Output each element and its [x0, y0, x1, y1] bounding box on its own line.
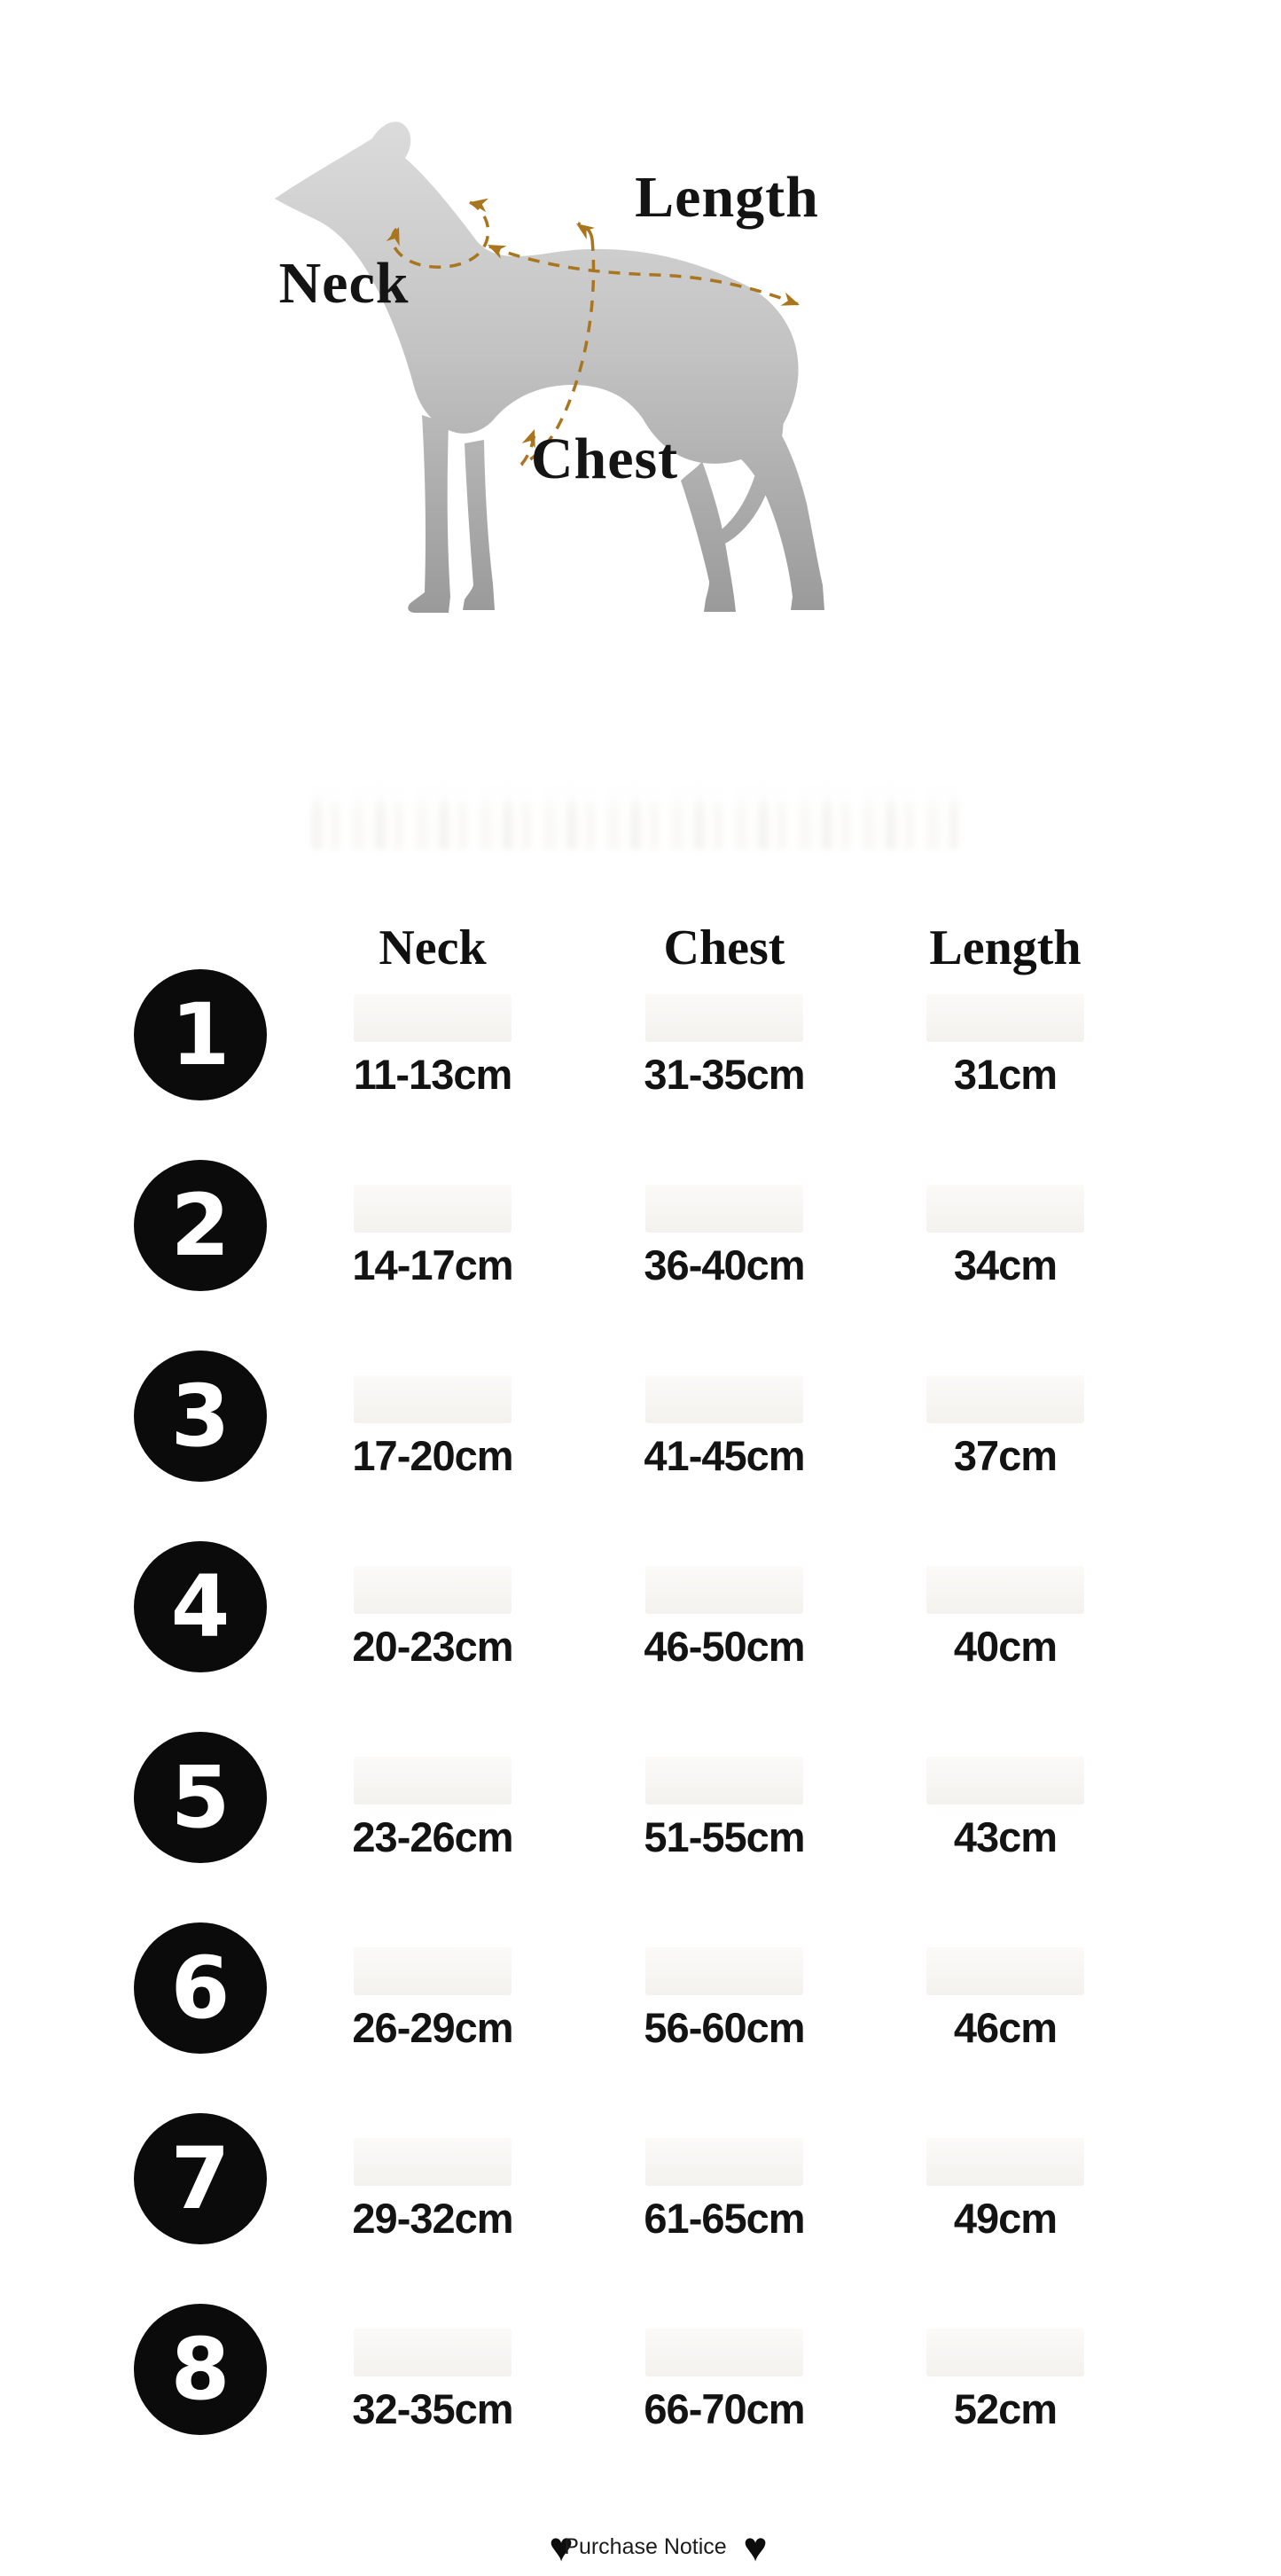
chest-value: 36-40cm — [644, 1241, 805, 1288]
erased-text-ghost — [926, 1757, 1084, 1805]
diagram-label-neck: Neck — [278, 251, 410, 316]
purchase-notice-bar — [0, 2523, 1281, 2576]
erased-text-ghost — [645, 1566, 803, 1614]
chest-value: 41-45cm — [644, 1432, 805, 1479]
neck-value: 20-23cm — [352, 1623, 513, 1670]
erased-text-ghost — [354, 2329, 512, 2376]
table-row — [0, 1351, 1281, 1501]
chest-value: 46-50cm — [644, 1623, 805, 1670]
chest-value: 61-65cm — [644, 2195, 805, 2242]
erased-text-ghost — [645, 1757, 803, 1805]
size-number: 8 — [170, 2320, 230, 2419]
size-number: 2 — [170, 1176, 230, 1275]
size-number: 7 — [170, 2129, 230, 2228]
erased-text-ghost — [645, 1947, 803, 1995]
header-length: Length — [929, 920, 1082, 975]
size-number-badge — [134, 2304, 267, 2435]
table-row — [0, 1541, 1281, 1692]
heart-icon: ♥ — [549, 2524, 574, 2570]
length-value: 49cm — [953, 2195, 1058, 2242]
chest-value: 66-70cm — [644, 2385, 805, 2432]
size-number-badge — [134, 2113, 267, 2244]
size-number: 6 — [170, 1938, 230, 2038]
length-value: 52cm — [953, 2385, 1058, 2432]
erased-text-ghost — [645, 2138, 803, 2186]
neck-value: 14-17cm — [352, 1241, 513, 1288]
neck-value: 32-35cm — [352, 2385, 513, 2432]
table-row — [0, 1922, 1281, 2073]
erased-text-ghost — [926, 1566, 1084, 1614]
erased-text-ghost — [354, 1566, 512, 1614]
table-row — [0, 2113, 1281, 2264]
length-value: 40cm — [953, 1623, 1058, 1670]
header-neck: Neck — [379, 920, 487, 975]
dog-silhouette — [266, 114, 950, 638]
erased-text-ghost — [354, 1375, 512, 1423]
erased-text-ghost — [354, 1947, 512, 1995]
length-value: 37cm — [953, 1432, 1058, 1479]
neck-value: 26-29cm — [352, 2004, 513, 2051]
neck-value: 29-32cm — [352, 2195, 513, 2242]
table-row — [0, 969, 1281, 1120]
erased-text-ghost — [645, 994, 803, 1042]
diagram-label-length: Length — [635, 165, 819, 230]
heart-icon: ♥ — [743, 2524, 768, 2570]
dog-measurement-diagram — [266, 114, 950, 638]
neck-value: 11-13cm — [353, 1051, 512, 1098]
erased-text-ghost — [645, 2329, 803, 2376]
erased-text-ghost — [645, 1185, 803, 1233]
size-number-badge — [134, 969, 267, 1100]
length-value: 46cm — [953, 2004, 1058, 2051]
erased-text-ghost — [926, 994, 1084, 1042]
size-number-badge — [134, 1732, 267, 1863]
faded-title-ghost — [312, 784, 957, 850]
erased-text-ghost — [926, 2329, 1084, 2376]
erased-text-ghost — [354, 994, 512, 1042]
length-value: 43cm — [953, 1813, 1058, 1860]
erased-text-ghost — [926, 1375, 1084, 1423]
erased-text-ghost — [926, 1185, 1084, 1233]
erased-text-ghost — [645, 1375, 803, 1423]
size-number: 5 — [170, 1748, 230, 1847]
size-number: 1 — [170, 985, 230, 1084]
table-row — [0, 2304, 1281, 2455]
erased-text-ghost — [354, 1185, 512, 1233]
size-number-badge — [134, 1351, 267, 1482]
size-number: 3 — [170, 1366, 230, 1466]
neck-value: 23-26cm — [352, 1813, 513, 1860]
erased-text-ghost — [354, 2138, 512, 2186]
length-value: 34cm — [953, 1241, 1058, 1288]
table-row — [0, 1160, 1281, 1311]
chest-value: 56-60cm — [644, 2004, 805, 2051]
size-number-badge — [134, 1160, 267, 1291]
chest-value: 31-35cm — [644, 1051, 805, 1098]
erased-text-ghost — [354, 1757, 512, 1805]
header-chest: Chest — [663, 920, 785, 975]
purchase-notice-label: Purchase Notice — [564, 2534, 727, 2559]
length-value: 31cm — [953, 1051, 1058, 1098]
table-row — [0, 1732, 1281, 1883]
size-number-badge — [134, 1541, 267, 1672]
diagram-label-chest: Chest — [530, 427, 679, 491]
erased-text-ghost — [926, 1947, 1084, 1995]
size-table-header — [0, 920, 1281, 976]
chest-value: 51-55cm — [644, 1813, 805, 1860]
size-number-badge — [134, 1922, 267, 2054]
erased-text-ghost — [926, 2138, 1084, 2186]
size-number: 4 — [170, 1557, 230, 1656]
neck-value: 17-20cm — [352, 1432, 513, 1479]
